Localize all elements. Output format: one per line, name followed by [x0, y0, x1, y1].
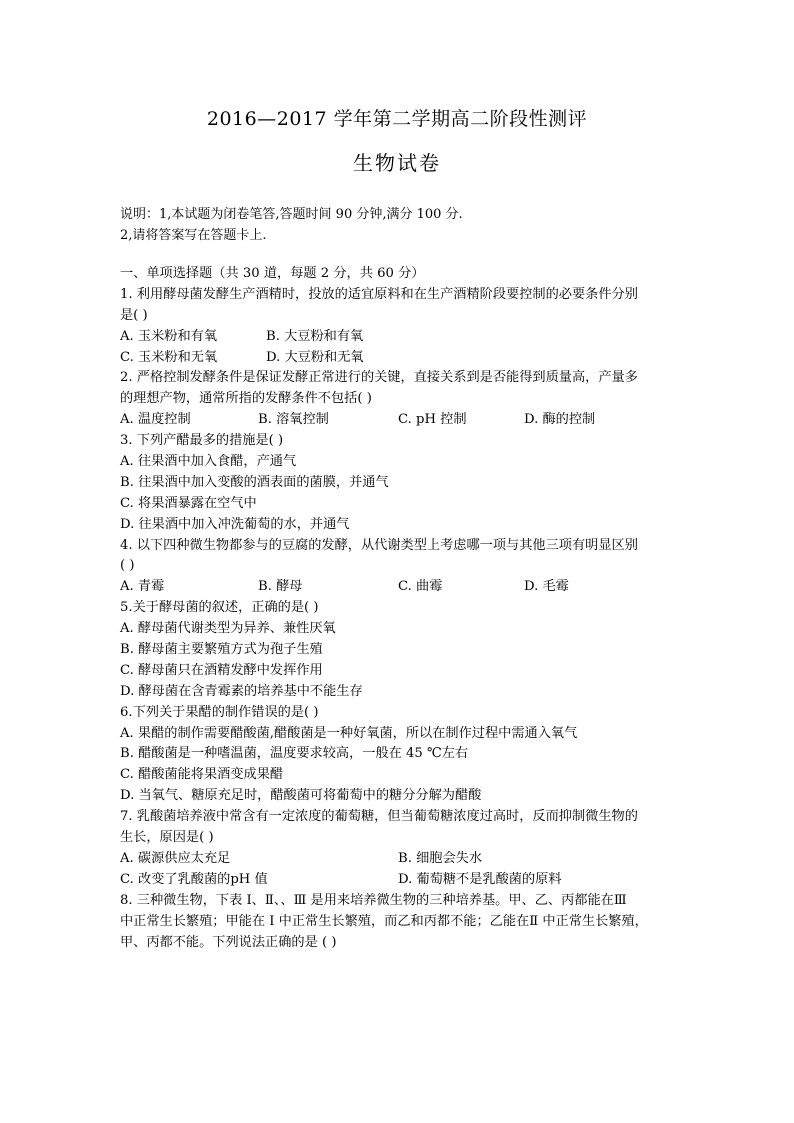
question-1-option-b: B. 大豆粉和有氧: [266, 328, 364, 344]
question-2-stem-cont: 的理想产物，通常所指的发酵条件不包括( ): [120, 391, 372, 407]
question-2-option-c: C. pH 控制: [398, 412, 467, 428]
question-3-option-b: B. 往果酒中加入变酸的酒表面的菌膜，并通气: [120, 474, 389, 490]
question-3-option-d: D. 往果酒中加入冲洗葡萄的水，并通气: [120, 516, 350, 532]
question-6-option-b: B. 醋酸菌是一种嗜温菌，温度要求较高，一般在 45 ℃左右: [120, 746, 469, 762]
question-7-stem-cont: 生长，原因是( ): [120, 830, 214, 846]
question-4-option-d: D. 毛霉: [524, 579, 569, 595]
question-3-option-a: A. 往果酒中加入食醋，产通气: [120, 454, 297, 470]
question-1-option-a: A. 玉米粉和有氧: [120, 328, 218, 344]
question-6-option-a: A. 果醋的制作需要醋酸菌,醋酸菌是一种好氧菌，所以在制作过程中需通入氧气: [120, 725, 578, 741]
question-7-option-c: C. 改变了乳酸菌的pH 值: [120, 871, 268, 887]
question-7-option-d: D. 葡萄糖不是乳酸菌的原料: [398, 871, 562, 887]
question-1-options-row-1: [120, 327, 688, 348]
question-4-option-b: B. 酵母: [258, 579, 303, 595]
question-1-stem: 1. 利用酵母菌发酵生产酒精时，投放的适宜原料和在生产酒精阶段要控制的必要条件分别: [120, 286, 638, 302]
question-4-stem-cont: ( ): [120, 558, 135, 574]
instructions-line-2: 2,请将答案写在答题卡上.: [120, 228, 267, 243]
question-3-option-c: C. 将果酒暴露在空气中: [120, 495, 257, 511]
question-2-stem: 2. 严格控制发酵条件是保证发酵正常进行的关键，直接关系到是否能得到质量高，产量多: [120, 370, 638, 386]
question-5-option-c: C. 酵母菌只在酒精发酵中发挥作用: [120, 662, 323, 678]
exam-subtitle: 生物试卷: [353, 151, 441, 175]
question-5-option-d: D. 酵母菌在含青霉素的培养基中不能生存: [120, 683, 363, 699]
question-8-stem: 8. 三种微生物，下表 I、Ⅱ、、Ⅲ 是用来培养微生物的三种培养基。甲、乙、丙都能在Ⅲ: [120, 892, 627, 908]
question-7-option-b: B. 细胞会失水: [398, 850, 483, 866]
section-heading: 一、单项选择题（共 30 道，每题 2 分，共 60 分）: [120, 266, 425, 281]
question-6-option-d: D. 当氧气、糖原充足时，醋酸菌可将葡萄中的糖分分解为醋酸: [120, 788, 482, 804]
question-8-stem-cont-1: 中正常生长繁殖；甲能在 I 中正常生长繁殖，而乙和丙都不能；乙能在Ⅱ 中正常生长繁殖，: [120, 913, 648, 929]
question-7-stem: 7. 乳酸菌培养液中常含有一定浓度的葡萄糖，但当葡萄糖浓度过高时，反而抑制微生物的: [120, 809, 638, 825]
instructions-line-1: 说明：1,本试题为闭卷笔答,答题时间 90 分钟,满分 100 分.: [120, 207, 463, 222]
question-4-options: [120, 577, 688, 598]
question-7-options-row-2: [120, 870, 688, 891]
question-4-option-c: C. 曲霉: [398, 579, 443, 595]
question-2-options: [120, 410, 688, 431]
question-4-stem: 4. 以下四种微生物都参与的豆腐的发酵，从代谢类型上考虑哪一项与其他三项有明显区别: [120, 537, 638, 553]
question-3-stem: 3. 下列产醋最多的措施是( ): [120, 433, 284, 449]
question-6-stem: 6.下列关于果醋的制作错误的是( ): [120, 704, 319, 720]
question-2-option-d: D. 酶的控制: [524, 412, 596, 428]
question-body: [120, 264, 688, 953]
question-7-option-a: A. 碳源供应太充足: [120, 850, 231, 866]
question-1-option-c: C. 玉米粉和无氧: [120, 349, 218, 365]
question-1-stem-cont: 是( ): [120, 307, 148, 323]
question-5-stem: 5.关于酵母菌的叙述，正确的是( ): [120, 600, 319, 616]
question-2-option-a: A. 温度控制: [120, 412, 191, 428]
exam-title: 2016—2017 学年第二学期高二阶段性测评: [206, 108, 588, 130]
question-4-option-a: A. 青霉: [120, 579, 165, 595]
question-6-option-c: C. 醋酸菌能将果酒变成果醋: [120, 767, 284, 783]
question-5-option-a: A. 酵母菌代谢类型为异养、兼性厌氧: [120, 621, 336, 637]
question-2-option-b: B. 溶氧控制: [258, 412, 329, 428]
question-1-option-d: D. 大豆粉和无氧: [266, 349, 364, 365]
question-7-options-row-1: [120, 849, 688, 870]
question-5-option-b: B. 酵母菌主要繁殖方式为孢子生殖: [120, 642, 323, 658]
question-1-options-row-2: [120, 348, 688, 369]
question-8-stem-cont-2: 甲、丙都不能。下列说法正确的是 ( ): [120, 934, 337, 950]
